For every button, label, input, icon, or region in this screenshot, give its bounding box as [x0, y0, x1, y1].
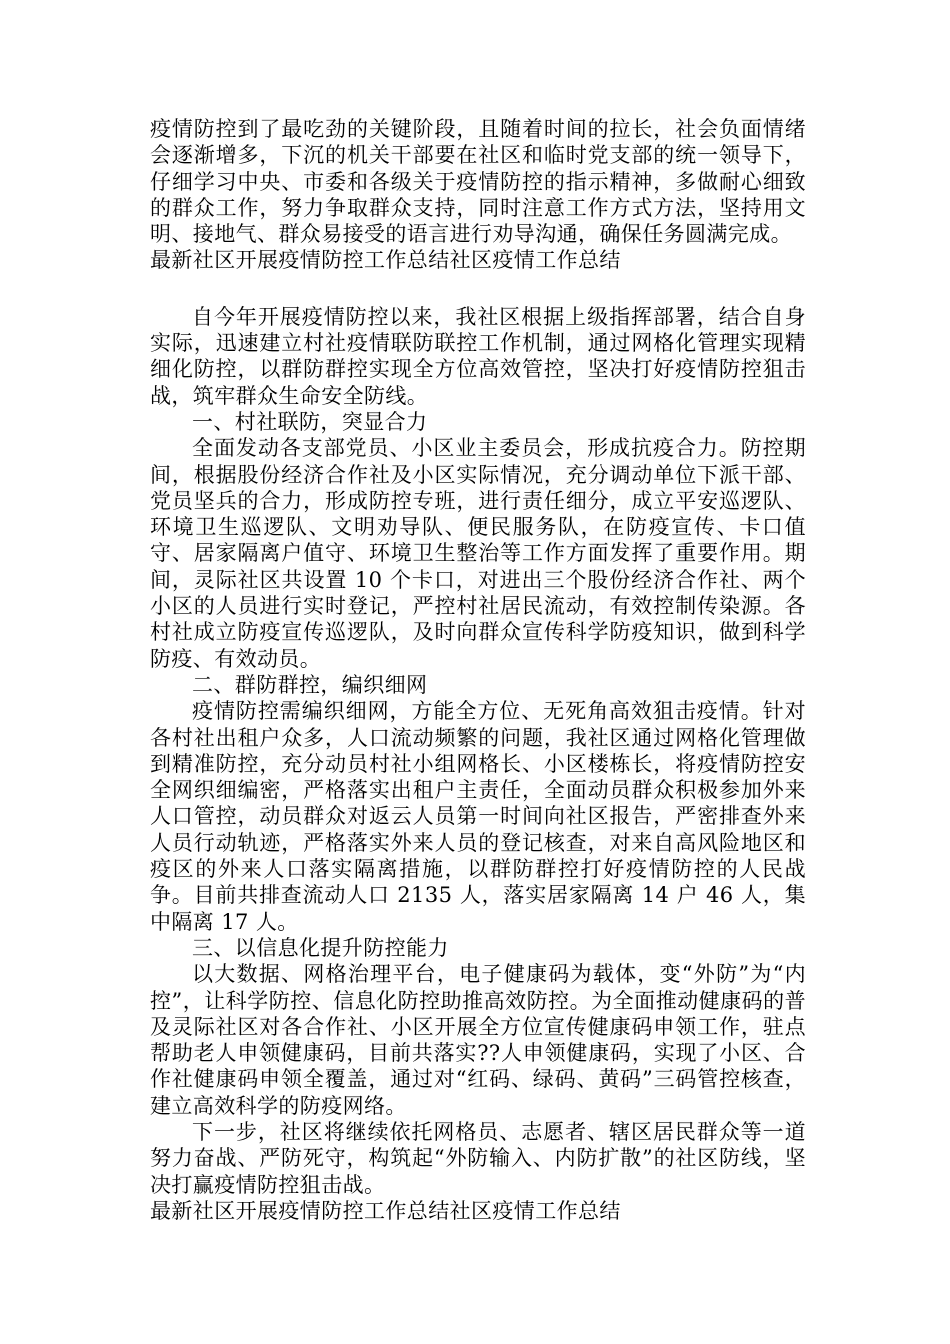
section-heading-1: 一、村社联防，突显合力: [192, 409, 428, 434]
section-heading-3: 三、以信息化提升防控能力: [192, 935, 449, 960]
document-title-repeat: 最新社区开展疫情防控工作总结社区疫情工作总结: [150, 1198, 621, 1223]
document-body: [150, 116, 806, 1224]
blank-line: [150, 274, 806, 304]
document-title: 最新社区开展疫情防控工作总结社区疫情工作总结: [150, 248, 621, 273]
overview-paragraph: 自今年开展疫情防控以来，我社区根据上级指挥部署，结合自身实际，迅速建立村社疫情联防联控工作机制，通过网格化管理实现精细化防控，以群防群控实现全方位高效管控，坚决打好疫情防控狙击战，筑牢群众生命安全防线。: [150, 304, 806, 408]
intro-paragraph: 疫情防控到了最吃劲的关键阶段，且随着时间的拉长，社会负面情绪会逐渐增多，下沉的机关干部要在社区和临时党支部的统一领导下，仔细学习中央、市委和各级关于疫情防控的指示精神，多做耐心细致的群众工作，努力争取群众支持，同时注意工作方式方法，坚持用文明、接地气、群众易接受的语言进行劝导沟通，确保任务圆满完成。: [150, 117, 806, 247]
section-paragraph-3: 以大数据、网格治理平台，电子健康码为载体，变“外防”为“内控”，让科学防控、信息化防控助推高效防控。为全面推动健康码的普及灵际社区对各合作社、小区开展全方位宣传健康码申领工作，驻点帮助老人申领健康码，目前共落实??人申领健康码，实现了小区、合作社健康码申领全覆盖，通过对“红码、绿码、黄码”三码管控核查，建立高效科学的防疫网络。: [150, 962, 806, 1118]
section-heading-2: 二、群防群控，编织细网: [192, 672, 428, 697]
next-step-paragraph: 下一步，社区将继续依托网格员、志愿者、辖区居民群众等一道努力奋战、严防死守，构筑起“外防输入、内防扩散”的社区防线，坚决打赢疫情防控狙击战。: [150, 1119, 806, 1197]
section-paragraph-1: 全面发动各支部党员、小区业主委员会，形成抗疫合力。防控期间，根据股份经济合作社及小区实际情况，充分调动单位下派干部、党员坚兵的合力，形成防控专班，进行责任细分，成立平安巡逻队、环境卫生巡逻队、文明劝导队、便民服务队，在防疫宣传、卡口值守、居家隔离户值守、环境卫生整治等工作方面发挥了重要作用。期间，灵际社区共设置 10 个卡口，对进出三个股份经济合作社、两个小区的人员进行实时登记，严控村社居民流动，有效控制传染源。各村社成立防疫宣传巡逻队，及时向群众宣传科学防疫知识，做到科学防疫、有效动员。: [150, 436, 806, 671]
section-paragraph-2: 疫情防控需编织细网，方能全方位、无死角高效狙击疫情。针对各村社出租户众多，人口流动频繁的问题，我社区通过网格化管理做到精准防控，充分动员村社小组网格长、小区楼栋长，将疫情防控安全网织细编密，严格落实出租户主责任，全面动员群众积极参加外来人口管控，动员群众对返云人员第一时间向社区报告，严密排查外来人员行动轨迹，严格落实外来人员的登记核查，对来自高风险地区和疫区的外来人口落实隔离措施，以群防群控打好疫情防控的人民战争。目前共排查流动人口 2135 人，落实居家隔离 14 户 46 人，集中隔离 17 人。: [150, 699, 806, 934]
